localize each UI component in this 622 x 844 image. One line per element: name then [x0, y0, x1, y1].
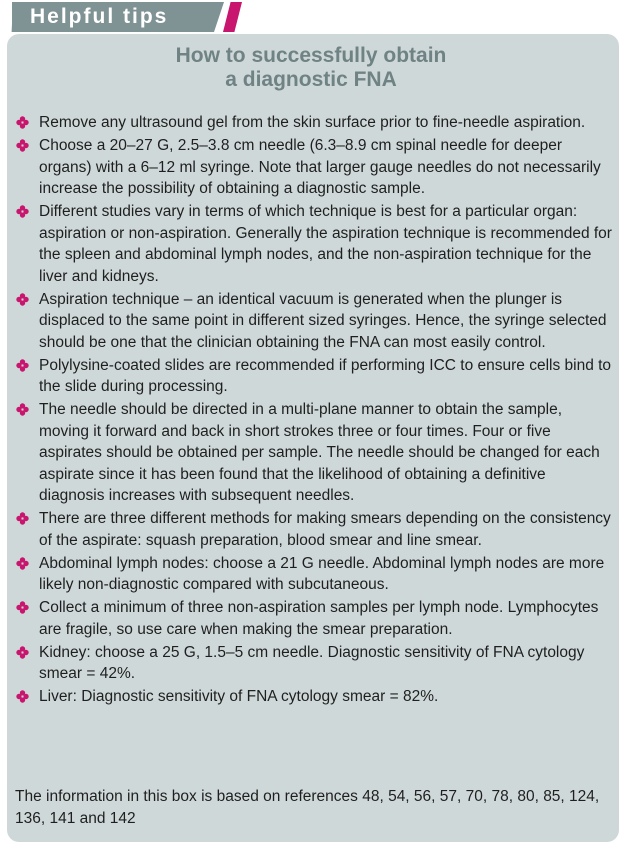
clover-bullet-icon: [16, 512, 29, 525]
tip-item: [14, 289, 612, 354]
tip-item: [14, 355, 612, 398]
clover-bullet-icon: [16, 139, 29, 152]
references-note: The information in this box is based on references 48, 54, 56, 57, 70, 78, 80, 85, 124, 136, 141 and 142: [15, 788, 600, 827]
tip-item: [14, 508, 612, 551]
clover-bullet-icon: [16, 205, 29, 218]
helpful-tips-header: [0, 0, 622, 34]
header-tab-label: Helpful tips: [30, 5, 169, 28]
tip-text: Polylysine-coated slides are recommended if performing ICC to ensure cells bind to the slide during processing.: [39, 356, 612, 395]
panel-title-line-1: How to successfully obtain: [175, 44, 447, 67]
tip-item: [14, 201, 612, 287]
tip-text: There are three different methods for making smears depending on the consistency of the aspirate: squash preparation, blood smear and line smear.: [39, 510, 611, 549]
clover-bullet-icon: [16, 557, 29, 570]
tip-item: [14, 112, 612, 134]
panel-title-line-2: a diagnostic FNA: [225, 68, 397, 91]
tip-item: [14, 553, 612, 596]
tip-text: Choose a 20–27 G, 2.5–3.8 cm needle (6.3–8.9 cm spinal needle for deeper organs) with a 6–12 ml syringe. Note that larger gauge needles do not necessarily increase the possibility of obtaining a diagnostic sample.: [39, 137, 601, 197]
clover-bullet-icon: [16, 646, 29, 659]
clover-bullet-icon: [16, 403, 29, 416]
clover-bullet-icon: [16, 116, 29, 129]
tip-item: [14, 135, 612, 200]
tip-text: Aspiration technique – an identical vacuum is generated when the plunger is displaced to the same point in different sized syringes. Hence, the syringe selected should be one that the clinician obtaining the FNA can most easily control.: [39, 290, 607, 351]
tips-list: [14, 112, 612, 709]
tip-text: The needle should be directed in a multi-plane manner to obtain the sample, moving it forward and back in short strokes three or four times. Four or five aspirates should be obtained per sample. The needle should be changed for each aspirate since it has been found that the likelihood of obtaining a definitive diagnosis increases with subsequent needles.: [39, 401, 600, 504]
tip-text: Different studies vary in terms of which technique is best for a particular organ: aspiration or non-aspiration. Generally the aspiration technique is recommended for the spleen and abdominal lymph nodes, and the non-aspiration technique for the liver and kidneys.: [39, 203, 612, 285]
tip-text: Liver: Diagnostic sensitivity of FNA cytology smear = 82%.: [39, 688, 439, 705]
tip-item: [14, 597, 612, 640]
tip-text: Kidney: choose a 25 G, 1.5–5 cm needle. Diagnostic sensitivity of FNA cytology smear = 42%.: [39, 643, 585, 682]
tip-text: Remove any ultrasound gel from the skin surface prior to fine-needle aspiration.: [39, 114, 586, 131]
tip-text: Abdominal lymph nodes: choose a 21 G needle. Abdominal lymph nodes are more likely non-diagnostic compared with subcutaneous.: [39, 554, 605, 593]
panel-title: [0, 44, 622, 92]
header-accent-slash: [223, 2, 242, 32]
tip-item: [14, 399, 612, 507]
tip-item: [14, 642, 612, 685]
clover-bullet-icon: [16, 293, 29, 306]
clover-bullet-icon: [16, 690, 29, 703]
clover-bullet-icon: [16, 359, 29, 372]
tip-item: [14, 686, 612, 708]
tip-text: Collect a minimum of three non-aspiration samples per lymph node. Lymphocytes are fragile, so use care when making the smear preparation.: [39, 599, 599, 638]
clover-bullet-icon: [16, 601, 29, 614]
